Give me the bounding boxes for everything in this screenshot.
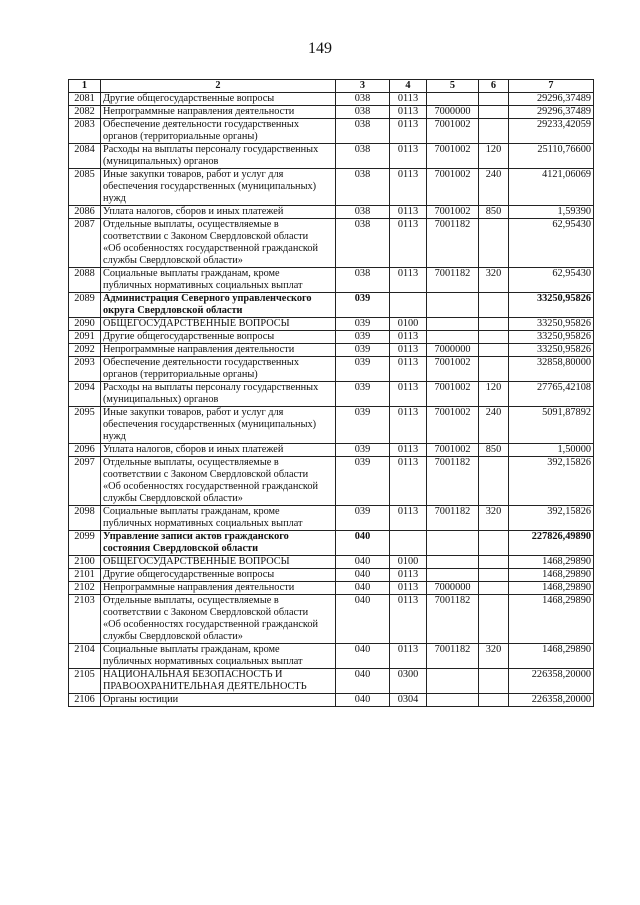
amount: 1468,29890 bbox=[509, 644, 594, 669]
expense-type-code bbox=[479, 344, 509, 357]
row-name-line: нужд bbox=[103, 193, 126, 204]
table-row bbox=[69, 219, 594, 268]
table-row bbox=[69, 569, 594, 582]
expense-type-code: 850 bbox=[479, 444, 509, 457]
ministry-code: 038 bbox=[336, 268, 390, 293]
row-name-line: Другие общегосударственные вопросы bbox=[103, 569, 275, 580]
table-row bbox=[69, 331, 594, 344]
row-name-line: публичных нормативных социальных выплат bbox=[103, 518, 303, 529]
row-number: 2099 bbox=[69, 531, 101, 556]
target-article-code: 7000000 bbox=[427, 106, 479, 119]
expense-type-code bbox=[479, 293, 509, 318]
table-body bbox=[69, 93, 594, 707]
header-col-3: 3 bbox=[336, 80, 390, 93]
expense-type-code: 240 bbox=[479, 169, 509, 206]
header-col-2: 2 bbox=[101, 80, 336, 93]
expense-type-code bbox=[479, 556, 509, 569]
ministry-code: 040 bbox=[336, 595, 390, 644]
row-name-line: соответствии с Законом Свердловской области bbox=[103, 231, 309, 242]
amount: 1,50000 bbox=[509, 444, 594, 457]
section-code: 0113 bbox=[390, 595, 427, 644]
section-code: 0113 bbox=[390, 206, 427, 219]
row-name bbox=[101, 219, 336, 268]
row-number: 2104 bbox=[69, 644, 101, 669]
section-code: 0100 bbox=[390, 318, 427, 331]
amount: 33250,95826 bbox=[509, 318, 594, 331]
row-number: 2103 bbox=[69, 595, 101, 644]
row-name bbox=[101, 644, 336, 669]
section-code: 0304 bbox=[390, 694, 427, 707]
row-name-line: Непрограммные направления деятельности bbox=[103, 582, 295, 593]
target-article-code bbox=[427, 569, 479, 582]
ministry-code: 040 bbox=[336, 569, 390, 582]
amount: 5091,87892 bbox=[509, 407, 594, 444]
expense-type-code: 320 bbox=[479, 644, 509, 669]
amount: 1468,29890 bbox=[509, 556, 594, 569]
row-number: 2082 bbox=[69, 106, 101, 119]
ministry-code: 039 bbox=[336, 357, 390, 382]
row-name-line: Другие общегосударственные вопросы bbox=[103, 331, 275, 342]
ministry-code: 039 bbox=[336, 506, 390, 531]
row-name bbox=[101, 93, 336, 106]
expense-type-code bbox=[479, 582, 509, 595]
row-number: 2106 bbox=[69, 694, 101, 707]
section-code: 0113 bbox=[390, 357, 427, 382]
amount: 25110,76600 bbox=[509, 144, 594, 169]
target-article-code: 7001002 bbox=[427, 119, 479, 144]
row-name-line: нужд bbox=[103, 431, 126, 442]
row-name-line: ПРАВООХРАНИТЕЛЬНАЯ ДЕЯТЕЛЬНОСТЬ bbox=[103, 681, 307, 692]
expense-type-code bbox=[479, 531, 509, 556]
row-name bbox=[101, 669, 336, 694]
row-number: 2102 bbox=[69, 582, 101, 595]
amount: 226358,20000 bbox=[509, 669, 594, 694]
row-name-line: службы Свердловской области» bbox=[103, 255, 243, 266]
amount: 392,15826 bbox=[509, 457, 594, 506]
ministry-code: 040 bbox=[336, 556, 390, 569]
row-number: 2098 bbox=[69, 506, 101, 531]
ministry-code: 040 bbox=[336, 669, 390, 694]
table-row bbox=[69, 357, 594, 382]
row-name-line: соответствии с Законом Свердловской области bbox=[103, 469, 309, 480]
row-name-line: «Об особенностях государственной гражданской bbox=[103, 619, 319, 630]
target-article-code: 7001182 bbox=[427, 219, 479, 268]
row-number: 2096 bbox=[69, 444, 101, 457]
row-name-line: публичных нормативных социальных выплат bbox=[103, 656, 303, 667]
table-row bbox=[69, 119, 594, 144]
row-name-line: Другие общегосударственные вопросы bbox=[103, 93, 275, 104]
table-row bbox=[69, 318, 594, 331]
amount: 1468,29890 bbox=[509, 569, 594, 582]
section-code: 0113 bbox=[390, 344, 427, 357]
table-row bbox=[69, 344, 594, 357]
section-code: 0113 bbox=[390, 169, 427, 206]
row-number: 2087 bbox=[69, 219, 101, 268]
section-code: 0113 bbox=[390, 506, 427, 531]
expense-type-code bbox=[479, 357, 509, 382]
row-number: 2094 bbox=[69, 382, 101, 407]
expense-type-code: 120 bbox=[479, 382, 509, 407]
row-name-line: службы Свердловской области» bbox=[103, 631, 243, 642]
table-row bbox=[69, 644, 594, 669]
amount: 62,95430 bbox=[509, 219, 594, 268]
expense-type-code bbox=[479, 669, 509, 694]
section-code: 0113 bbox=[390, 119, 427, 144]
row-number: 2090 bbox=[69, 318, 101, 331]
amount: 1,59390 bbox=[509, 206, 594, 219]
target-article-code bbox=[427, 331, 479, 344]
amount: 1468,29890 bbox=[509, 595, 594, 644]
table-row bbox=[69, 444, 594, 457]
row-name bbox=[101, 506, 336, 531]
row-number: 2093 bbox=[69, 357, 101, 382]
row-name bbox=[101, 407, 336, 444]
table-row bbox=[69, 268, 594, 293]
header-col-7: 7 bbox=[509, 80, 594, 93]
row-name-line: службы Свердловской области» bbox=[103, 493, 243, 504]
row-name-line: Обеспечение деятельности государственных bbox=[103, 119, 299, 130]
row-name-line: обеспечения государственных (муниципальных) bbox=[103, 181, 317, 192]
section-code: 0113 bbox=[390, 457, 427, 506]
ministry-code: 038 bbox=[336, 219, 390, 268]
section-code: 0113 bbox=[390, 444, 427, 457]
ministry-code: 038 bbox=[336, 206, 390, 219]
row-name-line: обеспечения государственных (муниципальных) bbox=[103, 419, 317, 430]
header-col-4: 4 bbox=[390, 80, 427, 93]
ministry-code: 039 bbox=[336, 318, 390, 331]
target-article-code: 7001002 bbox=[427, 357, 479, 382]
row-name-line: Отдельные выплаты, осуществляемые в bbox=[103, 219, 279, 230]
row-name-line: Уплата налогов, сборов и иных платежей bbox=[103, 444, 284, 455]
target-article-code bbox=[427, 293, 479, 318]
row-name-line: (муниципальных) органов bbox=[103, 156, 219, 167]
target-article-code: 7001002 bbox=[427, 382, 479, 407]
amount: 1468,29890 bbox=[509, 582, 594, 595]
ministry-code: 038 bbox=[336, 119, 390, 144]
row-number: 2100 bbox=[69, 556, 101, 569]
row-name bbox=[101, 694, 336, 707]
section-code: 0113 bbox=[390, 407, 427, 444]
row-number: 2095 bbox=[69, 407, 101, 444]
row-number: 2097 bbox=[69, 457, 101, 506]
target-article-code: 7001002 bbox=[427, 169, 479, 206]
row-name-line: Социальные выплаты гражданам, кроме bbox=[103, 644, 280, 655]
table-row bbox=[69, 407, 594, 444]
row-name-line: «Об особенностях государственной гражданской bbox=[103, 243, 319, 254]
amount: 33250,95826 bbox=[509, 293, 594, 318]
amount: 4121,06069 bbox=[509, 169, 594, 206]
row-name bbox=[101, 357, 336, 382]
expense-type-code bbox=[479, 106, 509, 119]
expense-type-code bbox=[479, 457, 509, 506]
ministry-code: 039 bbox=[336, 407, 390, 444]
amount: 226358,20000 bbox=[509, 694, 594, 707]
table-row bbox=[69, 382, 594, 407]
expense-type-code bbox=[479, 219, 509, 268]
table-row bbox=[69, 595, 594, 644]
table-row bbox=[69, 457, 594, 506]
row-name bbox=[101, 344, 336, 357]
row-name-line: соответствии с Законом Свердловской области bbox=[103, 607, 309, 618]
target-article-code bbox=[427, 694, 479, 707]
row-name-line: Администрация Северного управленческого bbox=[103, 293, 312, 304]
amount: 33250,95826 bbox=[509, 331, 594, 344]
table-row bbox=[69, 506, 594, 531]
expense-type-code bbox=[479, 331, 509, 344]
row-name-line: Расходы на выплаты персоналу государственных bbox=[103, 144, 319, 155]
row-name-line: Уплата налогов, сборов и иных платежей bbox=[103, 206, 284, 217]
row-name bbox=[101, 106, 336, 119]
row-name-line: публичных нормативных социальных выплат bbox=[103, 280, 303, 291]
row-name bbox=[101, 444, 336, 457]
target-article-code: 7001182 bbox=[427, 506, 479, 531]
table-row bbox=[69, 556, 594, 569]
ministry-code: 039 bbox=[336, 457, 390, 506]
table-row bbox=[69, 669, 594, 694]
row-name-line: Обеспечение деятельности государственных bbox=[103, 357, 299, 368]
target-article-code: 7001182 bbox=[427, 644, 479, 669]
ministry-code: 038 bbox=[336, 169, 390, 206]
ministry-code: 038 bbox=[336, 144, 390, 169]
row-name bbox=[101, 531, 336, 556]
row-number: 2083 bbox=[69, 119, 101, 144]
expense-type-code bbox=[479, 119, 509, 144]
row-name bbox=[101, 331, 336, 344]
ministry-code: 040 bbox=[336, 694, 390, 707]
amount: 62,95430 bbox=[509, 268, 594, 293]
header-col-1: 1 bbox=[69, 80, 101, 93]
row-name bbox=[101, 569, 336, 582]
section-code: 0113 bbox=[390, 382, 427, 407]
row-name-line: Управление записи актов гражданского bbox=[103, 531, 289, 542]
row-number: 2091 bbox=[69, 331, 101, 344]
target-article-code: 7001182 bbox=[427, 595, 479, 644]
table-row bbox=[69, 169, 594, 206]
header-col-5: 5 bbox=[427, 80, 479, 93]
target-article-code bbox=[427, 531, 479, 556]
ministry-code: 039 bbox=[336, 444, 390, 457]
row-name-line: Социальные выплаты гражданам, кроме bbox=[103, 506, 280, 517]
target-article-code: 7001002 bbox=[427, 444, 479, 457]
row-name-line: Иные закупки товаров, работ и услуг для bbox=[103, 169, 284, 180]
section-code bbox=[390, 293, 427, 318]
row-number: 2101 bbox=[69, 569, 101, 582]
row-name-line: ОБЩЕГОСУДАРСТВЕННЫЕ ВОПРОСЫ bbox=[103, 318, 290, 329]
section-code: 0113 bbox=[390, 93, 427, 106]
ministry-code: 038 bbox=[336, 93, 390, 106]
row-name-line: Непрограммные направления деятельности bbox=[103, 106, 295, 117]
row-name-line: органов (территориальные органы) bbox=[103, 131, 258, 142]
section-code: 0300 bbox=[390, 669, 427, 694]
table-row bbox=[69, 293, 594, 318]
row-name-line: Иные закупки товаров, работ и услуг для bbox=[103, 407, 284, 418]
row-number: 2105 bbox=[69, 669, 101, 694]
row-number: 2092 bbox=[69, 344, 101, 357]
page-number: 149 bbox=[308, 40, 332, 57]
section-code: 0113 bbox=[390, 569, 427, 582]
row-name bbox=[101, 556, 336, 569]
expense-type-code bbox=[479, 569, 509, 582]
amount: 27765,42108 bbox=[509, 382, 594, 407]
section-code: 0113 bbox=[390, 144, 427, 169]
target-article-code bbox=[427, 669, 479, 694]
row-name-line: Социальные выплаты гражданам, кроме bbox=[103, 268, 280, 279]
target-article-code: 7001002 bbox=[427, 206, 479, 219]
section-code: 0113 bbox=[390, 219, 427, 268]
expense-type-code: 120 bbox=[479, 144, 509, 169]
ministry-code: 040 bbox=[336, 531, 390, 556]
expense-type-code: 240 bbox=[479, 407, 509, 444]
ministry-code: 039 bbox=[336, 382, 390, 407]
row-number: 2081 bbox=[69, 93, 101, 106]
ministry-code: 038 bbox=[336, 106, 390, 119]
row-name-line: Отдельные выплаты, осуществляемые в bbox=[103, 457, 279, 468]
table-row bbox=[69, 106, 594, 119]
row-number: 2088 bbox=[69, 268, 101, 293]
row-name bbox=[101, 119, 336, 144]
ministry-code: 039 bbox=[336, 331, 390, 344]
row-name bbox=[101, 206, 336, 219]
row-name bbox=[101, 268, 336, 293]
expense-type-code bbox=[479, 694, 509, 707]
amount: 33250,95826 bbox=[509, 344, 594, 357]
row-number: 2085 bbox=[69, 169, 101, 206]
row-number: 2086 bbox=[69, 206, 101, 219]
amount: 392,15826 bbox=[509, 506, 594, 531]
target-article-code bbox=[427, 556, 479, 569]
ministry-code: 039 bbox=[336, 293, 390, 318]
amount: 29296,37489 bbox=[509, 106, 594, 119]
header-col-6: 6 bbox=[479, 80, 509, 93]
section-code: 0100 bbox=[390, 556, 427, 569]
ministry-code: 040 bbox=[336, 644, 390, 669]
row-name bbox=[101, 293, 336, 318]
expense-type-code bbox=[479, 318, 509, 331]
expense-type-code bbox=[479, 93, 509, 106]
expense-type-code: 320 bbox=[479, 268, 509, 293]
row-name-line: Непрограммные направления деятельности bbox=[103, 344, 295, 355]
row-name bbox=[101, 595, 336, 644]
row-name-line: органов (территориальные органы) bbox=[103, 369, 258, 380]
table-row bbox=[69, 144, 594, 169]
section-code: 0113 bbox=[390, 582, 427, 595]
row-name-line: ОБЩЕГОСУДАРСТВЕННЫЕ ВОПРОСЫ bbox=[103, 556, 290, 567]
table-row bbox=[69, 93, 594, 106]
row-name-line: НАЦИОНАЛЬНАЯ БЕЗОПАСНОСТЬ И bbox=[103, 669, 283, 680]
expense-type-code bbox=[479, 595, 509, 644]
row-name-line: (муниципальных) органов bbox=[103, 394, 219, 405]
target-article-code: 7001002 bbox=[427, 144, 479, 169]
row-number: 2089 bbox=[69, 293, 101, 318]
target-article-code: 7001182 bbox=[427, 457, 479, 506]
row-name-line: Расходы на выплаты персоналу государственных bbox=[103, 382, 319, 393]
amount: 32858,80000 bbox=[509, 357, 594, 382]
table-row bbox=[69, 206, 594, 219]
row-name-line: Органы юстиции bbox=[103, 694, 179, 705]
target-article-code: 7000000 bbox=[427, 344, 479, 357]
target-article-code bbox=[427, 318, 479, 331]
ministry-code: 040 bbox=[336, 582, 390, 595]
row-name bbox=[101, 169, 336, 206]
section-code: 0113 bbox=[390, 644, 427, 669]
target-article-code: 7001002 bbox=[427, 407, 479, 444]
row-name bbox=[101, 457, 336, 506]
amount: 29296,37489 bbox=[509, 93, 594, 106]
row-name-line: Отдельные выплаты, осуществляемые в bbox=[103, 595, 279, 606]
row-name bbox=[101, 582, 336, 595]
table-row bbox=[69, 694, 594, 707]
target-article-code: 7001182 bbox=[427, 268, 479, 293]
expense-type-code: 850 bbox=[479, 206, 509, 219]
target-article-code: 7000000 bbox=[427, 582, 479, 595]
section-code bbox=[390, 531, 427, 556]
row-name bbox=[101, 382, 336, 407]
section-code: 0113 bbox=[390, 106, 427, 119]
amount: 227826,49890 bbox=[509, 531, 594, 556]
row-name bbox=[101, 318, 336, 331]
budget-table bbox=[68, 79, 594, 707]
section-code: 0113 bbox=[390, 268, 427, 293]
table-row bbox=[69, 531, 594, 556]
row-name-line: состояния Свердловской области bbox=[103, 543, 259, 554]
amount: 29233,42059 bbox=[509, 119, 594, 144]
row-name bbox=[101, 144, 336, 169]
table-row bbox=[69, 582, 594, 595]
ministry-code: 039 bbox=[336, 344, 390, 357]
row-name-line: округа Свердловской области bbox=[103, 305, 243, 316]
row-number: 2084 bbox=[69, 144, 101, 169]
table-header-row bbox=[69, 80, 594, 93]
target-article-code bbox=[427, 93, 479, 106]
row-name-line: «Об особенностях государственной гражданской bbox=[103, 481, 319, 492]
expense-type-code: 320 bbox=[479, 506, 509, 531]
section-code: 0113 bbox=[390, 331, 427, 344]
